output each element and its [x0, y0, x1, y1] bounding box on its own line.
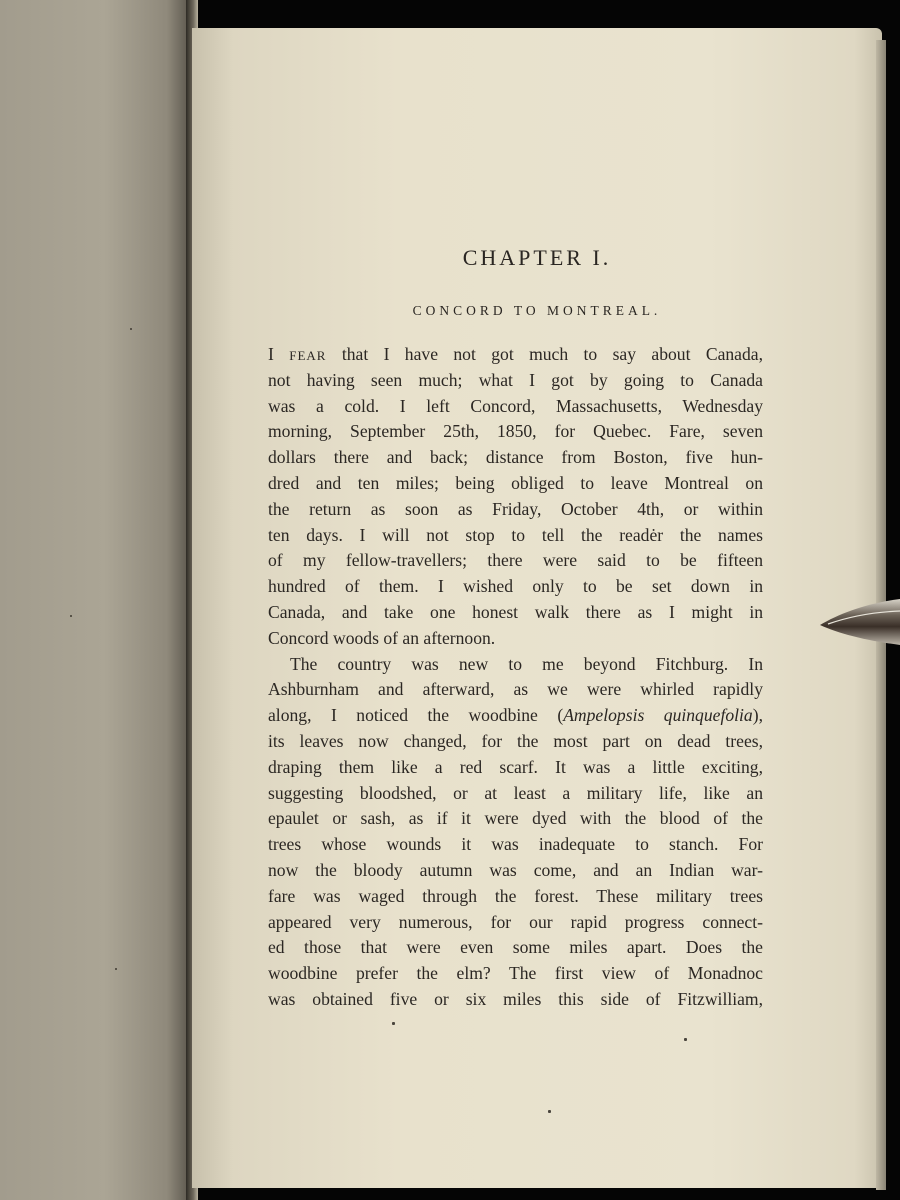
text-line: trees whose wounds it was inadequate to stanch. For	[268, 834, 763, 855]
text-line: ten days. I will not stop to tell the readėr the names	[268, 524, 763, 545]
chapter-title: CHAPTER I.	[462, 245, 612, 270]
text-line: was obtained five or six miles this side of Fitzwilliam,	[268, 988, 763, 1009]
text-line: dred and ten miles; being obliged to leave Montreal on	[268, 472, 763, 493]
text-line: now the bloody autumn was come, and an Indian war-	[268, 859, 763, 880]
text-line: was a cold. I left Concord, Massachusetts, Wednesday	[268, 395, 763, 416]
text-line: the return as soon as Friday, October 4th, or within	[268, 498, 763, 519]
facing-page	[0, 0, 190, 1200]
chapter-subtitle: CONCORD TO MONTREAL.	[412, 303, 662, 318]
text-line: epaulet or sash, as if it were dyed with the blood of the	[268, 808, 763, 829]
text-line: dollars there and back; distance from Boston, five hun-	[268, 447, 763, 468]
paper-speck	[130, 328, 132, 330]
italic-species-name: Ampelopsis quinquefolia	[563, 705, 753, 726]
drop-word-initial: I	[268, 344, 274, 364]
paper-speck	[115, 968, 117, 970]
text-line: not having seen much; what I got by going to Canada	[268, 369, 763, 390]
metal-bookmark-tip	[818, 595, 900, 650]
text-line: morning, September 25th, 1850, for Quebec. Fare, seven	[268, 421, 763, 442]
text-line: draping them like a red scarf. It was a little exciting,	[268, 756, 763, 777]
text-line: ed those that were even some miles apart. Does the	[268, 937, 763, 958]
text-line: Ashburnham and afterward, as we were whirled rapidly	[268, 679, 763, 700]
text-line: I FEAR that I have not got much to say about Canada,	[268, 344, 763, 364]
text-line: Concord woods of an afternoon.	[268, 627, 496, 648]
paper-speck	[392, 1022, 395, 1025]
text-line: suggesting bloodshed, or at least a military life, like an	[268, 782, 763, 803]
text-line: appeared very numerous, for our rapid progress connect-	[268, 911, 763, 932]
paper-speck	[684, 1038, 687, 1041]
text-line: The country was new to me beyond Fitchburg. In	[290, 653, 763, 674]
chapter-body-text	[268, 342, 763, 1013]
text-line: along, I noticed the woodbine (Ampelopsis quinquefolia),	[268, 705, 763, 726]
paper-speck	[70, 615, 72, 617]
text-line: fare was waged through the forest. These military trees	[268, 885, 763, 906]
text-line: of my fellow-travellers; there were said to be fifteen	[268, 550, 763, 571]
paper-speck	[548, 1110, 551, 1113]
small-caps-word: FEAR	[289, 348, 327, 363]
text-line: hundred of them. I wished only to be set down in	[268, 576, 763, 597]
text-line: its leaves now changed, for the most part on dead trees,	[268, 730, 763, 751]
text-line: woodbine prefer the elm? The first view of Monadnoc	[268, 963, 763, 984]
text-line: Canada, and take one honest walk there as I might in	[268, 601, 763, 622]
